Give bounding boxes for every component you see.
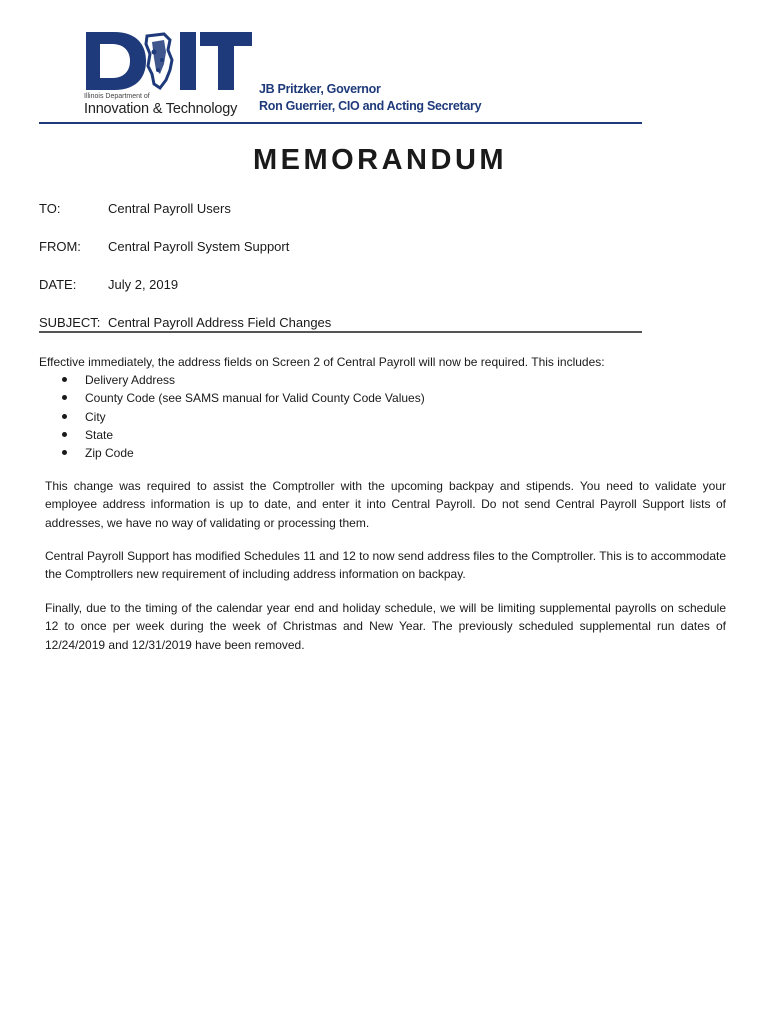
to-value: Central Payroll Users	[108, 201, 231, 216]
list-item: Zip Code	[59, 444, 425, 462]
paragraph-holiday: Finally, due to the timing of the calendar year end and holiday schedule, we will be limiting supplemental payrolls on schedule 12 to once per week during the week of Christmas and New Year. The previously scheduled supplemental run dates of 12/24/2019 and 12/31/2019 have been removed.	[45, 601, 726, 652]
doit-logo	[84, 30, 254, 122]
subject-label: SUBJECT:	[39, 315, 101, 330]
doit-logo-mark	[84, 30, 254, 92]
paragraph-schedules: Central Payroll Support has modified Schedules 11 and 12 to now send address files to the Comptroller. This is to accommodate the Comptrollers new requirement of including address information on backpay.	[45, 549, 726, 582]
governor-line: JB Pritzker, Governor	[259, 82, 381, 96]
intro-text: Effective immediately, the address fields on Screen 2 of Central Payroll will now be required. This includes:	[39, 355, 605, 369]
paragraph-comptroller: This change was required to assist the Comptroller with the upcoming backpay and stipends. You need to validate your employee address information is up to date, and enter it into Central Payroll. Do not send Central Payroll Support lists of addresses, we have no way of validating or processing them.	[45, 479, 726, 530]
from-value: Central Payroll System Support	[108, 239, 290, 254]
memo-title: MEMORANDUM	[252, 144, 508, 176]
required-fields-list	[59, 371, 425, 462]
department-name: Innovation & Technology	[84, 101, 238, 117]
secretary-line: Ron Guerrier, CIO and Acting Secretary	[259, 99, 482, 113]
list-item: Delivery Address	[59, 371, 425, 389]
department-line: Illinois Department of	[84, 93, 150, 100]
list-item: City	[59, 408, 425, 426]
subject-divider	[39, 331, 642, 333]
list-item: State	[59, 426, 425, 444]
to-label: TO:	[39, 201, 61, 216]
subject-value: Central Payroll Address Field Changes	[108, 315, 332, 330]
date-value: July 2, 2019	[108, 277, 179, 292]
list-item: County Code (see SAMS manual for Valid County Code Values)	[59, 389, 425, 407]
header-divider	[39, 122, 642, 124]
date-label: DATE:	[39, 277, 77, 292]
from-label: FROM:	[39, 239, 81, 254]
leadership-block	[259, 81, 481, 115]
